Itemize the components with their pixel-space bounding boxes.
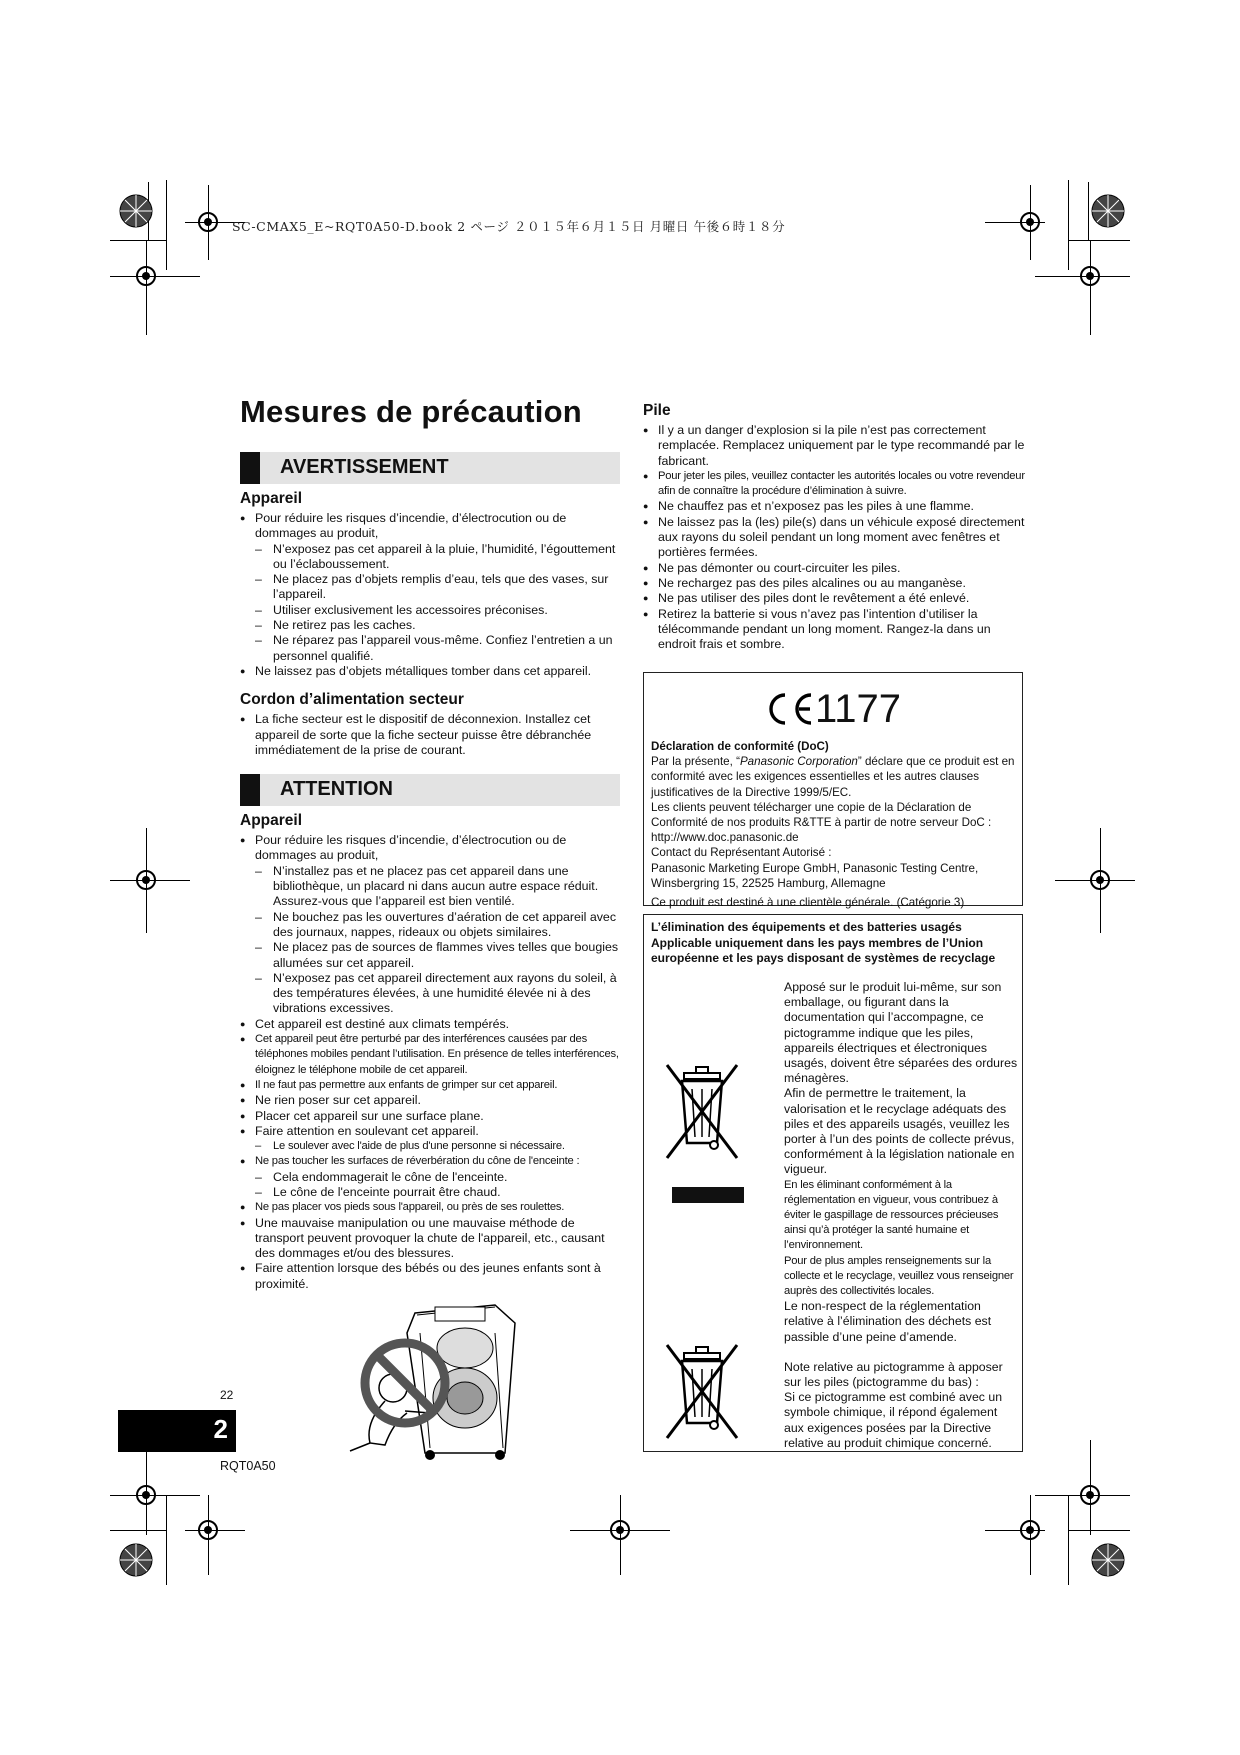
list-item: ● Pour réduire les risques d’incendie, d’électrocution ou de dommages au produit, [240, 511, 620, 542]
list-item: ● Ne pas placer vos pieds sous l'appareil, ou près de ses roulettes. [240, 1200, 620, 1215]
crosshair-icon [605, 1515, 635, 1545]
sub-list [240, 1139, 620, 1154]
bullet-list [240, 833, 620, 864]
model-code: RQT0A50 [220, 1459, 276, 1473]
list-item: ● Cet appareil peut être perturbé par des interférences causées par des téléphones mobiles pendant l’utilisation. En présence de telles interférences, éloignez le téléphone mobile de cet appareil. [240, 1032, 620, 1078]
list-item: ● Ne pas démonter ou court-circuiter les piles. [643, 561, 1025, 576]
ce-mark [651, 683, 1015, 735]
sub-list [240, 864, 620, 1017]
list-item: ● Ne rien poser sur cet appareil. [240, 1093, 620, 1108]
list-item: – N’installez pas et ne placez pas cet appareil dans une bibliothèque, un placard ni dans aucun autre espace réduit. Assurez-vous que l’appareil est bien ventilé. [240, 864, 620, 910]
sub-list [240, 542, 620, 664]
page-title: Mesures de précaution [240, 394, 582, 429]
list-item: ● Faire attention lorsque des bébés ou des jeunes enfants sont à proximité. [240, 1261, 620, 1292]
doc-paragraph: Ce produit est destiné à une clientèle générale. (Catégorie 3) [651, 896, 965, 910]
list-item: – Ne réparez pas l’appareil vous-même. Confiez l’entretien a un personnel qualifié. [240, 633, 620, 664]
section-heading: Appareil [240, 812, 303, 830]
doc-paragraph: Les clients peuvent télécharger une copie de la Déclaration de Conformité de nos produits R&TTE à partir de notre serveur DoC : [651, 800, 992, 830]
section-heading: Cordon d’alimentation secteur [240, 691, 464, 709]
bullet-list [240, 712, 620, 758]
bullet-list [240, 1154, 620, 1169]
registration-target-icon [1090, 193, 1126, 229]
doc-paragraph [651, 754, 1015, 800]
crosshair-icon [1075, 261, 1105, 291]
avertissement-banner [240, 452, 620, 484]
weee-paragraph: Afin de permettre le traitement, la valorisation et le recyclage adéquats des piles et des appareils usagés, veuillez les porter à l’un des points de collecte prévus, conformément à la législation nationale en vigueur. [784, 1086, 1015, 1177]
list-item: – Ne placez pas d’objets remplis d’eau, tels que des vases, sur l’appareil. [240, 572, 620, 603]
list-item: ● Une mauvaise manipulation ou une mauvaise méthode de transport peuvent provoquer la chute de l'appareil, etc., causant des dommages et/ou des blessures. [240, 1216, 620, 1262]
bullet-list [240, 664, 620, 679]
crosshair-icon [193, 1515, 223, 1545]
list-item: ● Ne chauffez pas et n’exposez pas les piles à une flamme. [643, 499, 1025, 514]
registration-target-icon [1090, 1542, 1126, 1578]
bullet-list [240, 1200, 620, 1292]
crosshair-icon [1085, 865, 1115, 895]
sub-list [240, 1170, 620, 1201]
page-number-tab [118, 1410, 236, 1452]
doc-text: Par la présente, “ [651, 755, 740, 769]
list-item: ● Il ne faut pas permettre aux enfants de grimper sur cet appareil. [240, 1078, 620, 1093]
crosshair-icon [1075, 1480, 1105, 1510]
doc-paragraph: Panasonic Marketing Europe GmbH, Panasonic Testing Centre, Winsbergring 15, 22525 Hamburg, Allemagne [651, 861, 979, 890]
weee-paragraph: Si ce pictogramme est combiné avec un symbole chimique, il répond également aux exigences posées par la Directive relative au produit chimique concerné. [784, 1390, 1003, 1450]
banner-label: AVERTISSEMENT [280, 456, 449, 478]
page-number-small: 22 [220, 1388, 234, 1402]
list-item: ● Placer cet appareil sur une surface plane. [240, 1109, 620, 1124]
crossed-out-bin-icon [662, 1343, 742, 1443]
weee-paragraph: Apposé sur le produit lui-même, sur son emballage, ou figurant dans la documentation qui l’accompagne, ce pictogramme indique que les piles, appareils électriques et électroniques usagés, doivent être séparées des ordures ménagères. [784, 980, 1018, 1086]
list-item: – Utiliser exclusivement les accessoires préconises. [240, 603, 620, 618]
crosshair-icon [131, 261, 161, 291]
list-item: ● Il y a un danger d’explosion si la pile n’est pas correctement remplacée. Remplacez uniquement par le type recommandé par le fabricant. [643, 423, 1025, 469]
list-item: ● La fiche secteur est le dispositif de déconnexion. Installez cet appareil de sorte que la fiche secteur puisse être débranchée immédiatement de la prise de courant. [240, 712, 620, 758]
weee-paragraph: En les éliminant conformément à la réglementation en vigueur, vous contribuez à éviter le gaspillage de ressources précieuses ainsi qu’à protéger la santé humaine et l’environnement. [784, 1178, 999, 1252]
company-name: Panasonic Corporation [739, 755, 858, 769]
list-item: ● Ne laissez pas d’objets métalliques tomber dans cet appareil. [240, 664, 620, 679]
crosshair-icon [193, 207, 223, 237]
list-item: – Ne placez pas de sources de flammes vives telles que bougies allumées sur cet appareil. [240, 940, 620, 971]
battery-list [643, 423, 1025, 652]
list-item: – N’exposez pas cet appareil directement aux rayons du soleil, à des températures élevées, à une humidité élevée ni à des vibrations excessives. [240, 971, 620, 1017]
list-item: ● Pour réduire les risques d’incendie, d’électrocution ou de dommages au produit, [240, 833, 620, 864]
bullet-list [240, 1017, 620, 1139]
page-number: 2 [213, 1414, 228, 1444]
list-item: – N’exposez pas cet appareil à la pluie, l’humidité, l’égouttement ou l’éclaboussement. [240, 542, 620, 573]
doc-heading: Déclaration de conformité (DoC) [651, 740, 829, 753]
doc-paragraph: Contact du Représentant Autorisé : [651, 846, 832, 860]
list-item: ● Ne pas utiliser des piles dont le revêtement a été enlevé. [643, 591, 1025, 606]
list-item: ● Cet appareil est destiné aux climats tempérés. [240, 1017, 620, 1032]
weee-black-bar [672, 1187, 744, 1203]
declaration-of-conformity-box [643, 672, 1023, 910]
doc-url: http://www.doc.panasonic.de [651, 831, 799, 845]
list-item: ● Faire attention en soulevant cet appareil. [240, 1124, 620, 1139]
child-speaker-warning-illustration [345, 1293, 530, 1463]
section-heading: Appareil [240, 490, 303, 507]
left-column [240, 394, 620, 1292]
weee-heading: L’élimination des équipements et des batteries usagés Applicable uniquement dans les pays membres de l’Union européenne et les pays disposant de systèmes de recyclage [651, 920, 996, 965]
weee-text [784, 980, 1018, 1451]
registration-target-icon [118, 1542, 154, 1578]
attention-banner [240, 774, 620, 806]
registration-target-icon [118, 193, 154, 229]
list-item: – Cela endommagerait le cône de l'enceinte. [240, 1170, 620, 1185]
ce-logo-icon [765, 692, 815, 726]
list-item: – Ne retirez pas les caches. [240, 618, 620, 633]
weee-disposal-box [643, 914, 1023, 1452]
crosshair-icon [131, 865, 161, 895]
print-header-note: SC-CMAX5_E~RQT0A50-D.book 2 ページ ２０１５年６月１５日 月曜日 午後６時１８分 [232, 219, 786, 234]
list-item: – Ne bouchez pas les ouvertures d’aération de cet appareil avec des journaux, nappes, rideaux ou objets similaires. [240, 910, 620, 941]
list-item: ● Ne pas toucher les surfaces de réverbération du cône de l'enceinte : [240, 1154, 620, 1169]
crossed-out-bin-icon [662, 1063, 742, 1173]
bullet-list [240, 511, 620, 542]
notified-body-number: 1177 [814, 687, 901, 731]
list-item: ● Ne rechargez pas des piles alcalines ou au manganèse. [643, 576, 1025, 591]
section-heading: Pile [643, 402, 671, 419]
banner-label: ATTENTION [280, 778, 393, 801]
crosshair-icon [1015, 207, 1045, 237]
list-item: ● Pour jeter les piles, veuillez contacter les autorités locales ou votre revendeur afin de connaître la procédure d’élimination à suivre. [643, 469, 1025, 500]
crosshair-icon [131, 1480, 161, 1510]
right-column [643, 402, 1025, 652]
weee-paragraph: Le non-respect de la réglementation relative à l’élimination des déchets est passible d’une peine d’amende. [784, 1299, 992, 1344]
list-item: – Le soulever avec l'aide de plus d'une personne si nécessaire. [240, 1139, 620, 1154]
list-item: ● Retirez la batterie si vous n’avez pas l’intention d’utiliser la télécommande pendant un long moment. Rangez-la dans un endroit frais et sombre. [643, 607, 1025, 653]
doc-text: ” déclare que ce produit est en conformité avec les exigences essentielles et les autres clauses justificatives de la Directive 1999/5/EC. [651, 755, 1015, 799]
list-item: ● Ne laissez pas la (les) pile(s) dans un véhicule exposé directement aux rayons du soleil pendant un long moment avec fenêtres et portières fermées. [643, 515, 1025, 561]
crosshair-icon [1015, 1515, 1045, 1545]
weee-paragraph: Note relative au pictogramme à apposer sur les piles (pictogramme du bas) : [784, 1359, 1003, 1390]
list-item: – Le cône de l'enceinte pourrait être chaud. [240, 1185, 620, 1200]
weee-paragraph: Pour de plus amples renseignements sur la collecte et le recyclage, veuillez vous renseigner auprès des collectivités locales. [784, 1254, 1014, 1298]
